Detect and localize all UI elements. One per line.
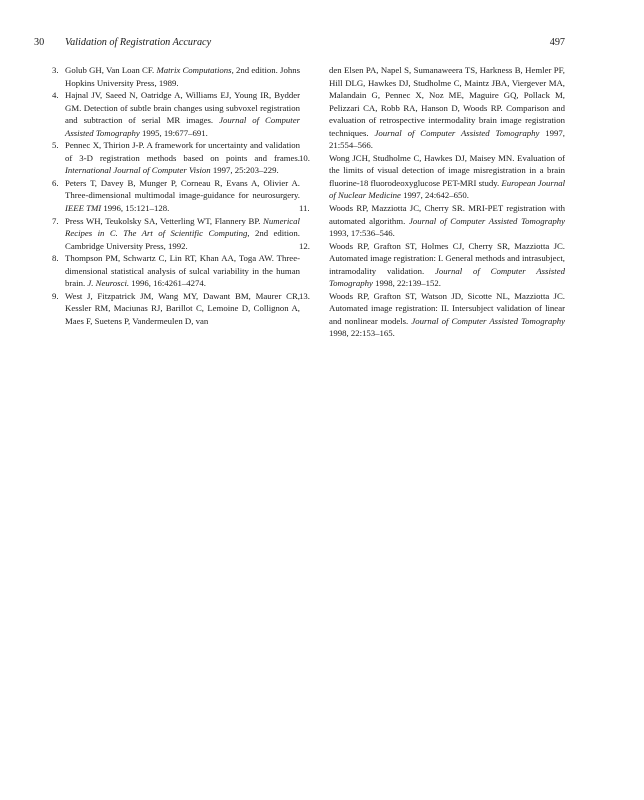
reference-number: 12. — [299, 240, 310, 251]
reference-text: Press WH, Teukolsky SA, Vetterling WT, Flannery BP. — [65, 215, 264, 226]
reference-item — [52, 177, 300, 215]
reference-number: 9. — [52, 290, 59, 301]
reference-number: 8. — [52, 253, 59, 264]
reference-text: Hajnal JV, Saeed N, Oatridge A, Williams EJ, Young IR, Bydder GM. Detection of subtle brain changes using subvoxel registration and subtraction of serial MR images. — [65, 90, 300, 126]
reference-item — [299, 202, 565, 240]
reference-item — [52, 290, 300, 328]
reference-journal: Journal of Computer Assisted Tomography — [329, 265, 565, 289]
reference-citation: 1996, 15:121–128. — [101, 203, 170, 214]
reference-item — [314, 64, 565, 152]
reference-number: 5. — [52, 140, 59, 151]
reference-journal: Matrix Computations — [156, 65, 232, 75]
reference-citation: 1997, 25:203–229. — [210, 165, 279, 176]
reference-citation: 1995, 19:677–691. — [139, 127, 208, 138]
reference-journal: Journal of Computer Assisted Tomography — [411, 315, 565, 326]
reference-text: Wong JCH, Studholme C, Hawkes DJ, Maisey MN. Evaluation of the limits of visual detection of image misregistration in a brain fluorine-18 fluorodeoxyglucose PET-MRI study. — [329, 152, 565, 188]
running-head — [34, 37, 565, 51]
reference-text: Peters T, Davey B, Munger P, Corneau R, Evans A, Olivier A. Three-dimensional multimodal image-guidance for neurosurgery. — [65, 177, 300, 201]
right-column — [299, 64, 566, 340]
reference-citation: 1998, 22:139–152. — [372, 278, 441, 289]
reference-text: Golub GH, Van Loan CF. — [65, 65, 157, 75]
reference-list-left — [52, 64, 300, 327]
chapter-title: Validation of Registration Accuracy — [65, 37, 212, 48]
reference-citation: 1998, 22:153–165. — [329, 328, 395, 339]
reference-item — [52, 139, 300, 177]
reference-journal: Journal of Computer Assisted Tomography — [408, 215, 565, 226]
reference-text: Woods RP, Grafton ST, Watson JD, Sicotte NL, Mazziotta JC. Automated image registration: II. Intersubject validation of linear and nonlinear models. — [329, 290, 565, 326]
reference-item — [299, 290, 565, 340]
reference-item — [52, 89, 300, 139]
reference-number: 6. — [52, 177, 59, 188]
reference-journal: J. Neurosci. — [87, 278, 130, 289]
reference-text: den Elsen PA, Napel S, Sumanaweera TS, Harkness B, Hemler PF, Hill DLG, Hawkes DJ, Studholme C, Maintz JBA, Viergever MA, Malandain G, Pennec X, Noz ME, Maguire GQ, Pollack M, Pelizzari CA, Robb RA, Hanson D, Woods RP. Comparison and evaluation of retrospective intermodality brain image registration techniques. — [329, 65, 565, 138]
reference-citation: 1997, 21:554–566. — [329, 127, 565, 151]
reference-number: 7. — [52, 215, 59, 226]
reference-item — [52, 64, 300, 89]
reference-citation: , 2nd edition. Cambridge University Press, 1992. — [65, 228, 300, 251]
reference-item — [299, 152, 566, 202]
reference-item — [299, 240, 565, 290]
reference-number: 11. — [299, 203, 310, 214]
reference-number: 3. — [52, 65, 59, 75]
reference-item — [52, 252, 300, 290]
reference-text: West J, Fitzpatrick JM, Wang MY, Dawant BM, Maurer CR, Kessler RM, Maciunas RJ, Barillot C, Lemoine D, Collignon A, Maes F, Suetens P, Vandermeulen D, van — [65, 290, 300, 326]
reference-number: 13. — [299, 290, 310, 301]
reference-citation: 1993, 17:536–546. — [329, 228, 395, 239]
reference-text: Woods RP, Mazziotta JC, Cherry SR. MRI-PET registration with automated algorithm. — [329, 203, 565, 226]
reference-citation: 1997, 24:642–650. — [400, 190, 469, 201]
reference-text: Pennec X, Thirion J-P. A framework for uncertainty and validation of 3-D registration methods based on points and frames. — [65, 140, 300, 163]
reference-number: 10. — [299, 152, 310, 163]
reference-item — [52, 215, 300, 253]
reference-number: 4. — [52, 90, 59, 101]
reference-text: Thompson PM, Schwartz C, Lin RT, Khan AA, Toga AW. Three-dimensional statistical analysis of sulcal variability in the human brain. — [65, 253, 300, 289]
reference-journal: IEEE TMI — [65, 203, 102, 214]
left-column — [52, 64, 300, 327]
reference-journal: International Journal of Computer Vision — [65, 165, 211, 176]
chapter-number: 30 — [34, 37, 45, 48]
reference-citation: 1996, 16:4261–4274. — [129, 278, 206, 289]
reference-citation: , 2nd edition. Johns Hopkins University Press, 1989. — [65, 65, 300, 88]
reference-journal: Journal of Computer Assisted Tomography — [65, 115, 300, 138]
reference-journal: Journal of Computer Assisted Tomography — [374, 127, 540, 138]
page-number: 497 — [549, 37, 565, 48]
reference-list-right — [299, 64, 566, 340]
reference-journal: Numerical Recipes in C. The Art of Scientific Computing — [65, 215, 300, 239]
reference-journal: European Journal of Nuclear Medicine — [329, 177, 566, 201]
reference-text: Woods RP, Grafton ST, Holmes CJ, Cherry SR, Mazziotta JC. Automated image registration: I. General methods and intrasubject, intramodality validation. — [329, 240, 565, 276]
